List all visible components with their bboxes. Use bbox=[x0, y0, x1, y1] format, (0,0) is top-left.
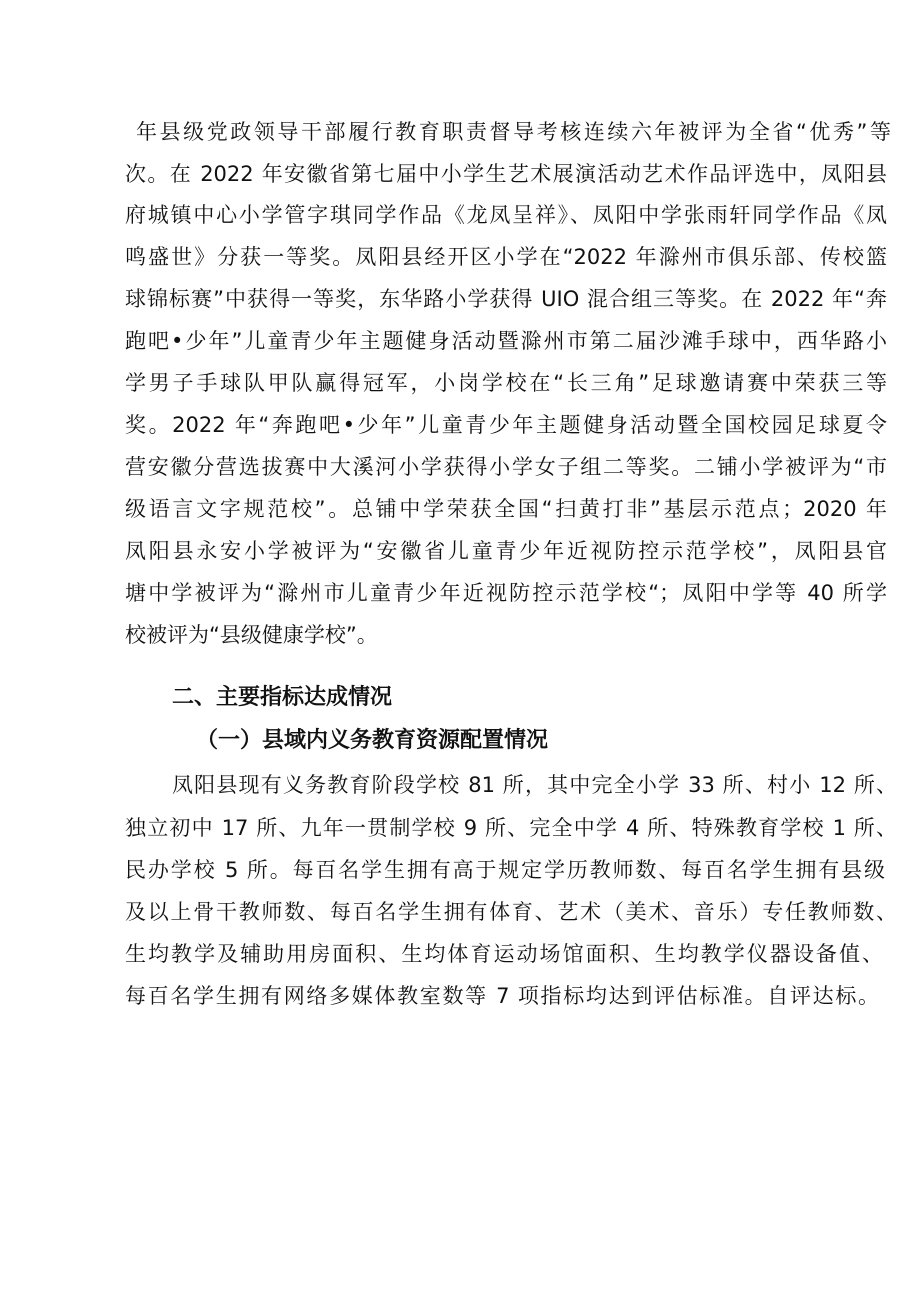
paragraph-line: 凤阳县现有义务教育阶段学校 81 所，其中完全小学 33 所、村小 12 所、 bbox=[172, 773, 897, 797]
paragraph-line: 凤阳县永安小学被评为“安徽省儿童青少年近视防控示范学校”，凤阳县官 bbox=[125, 539, 887, 563]
paragraph-line: 每百名学生拥有网络多媒体教室数等 7 项指标均达到评估标准。自评达标。 bbox=[125, 984, 879, 1008]
paragraph-line: 鸣盛世》分获一等奖。凤阳县经开区小学在“2022 年滁州市俱乐部、传校篮 bbox=[125, 245, 887, 269]
paragraph-line: 奖。2022 年“奔跑吧•少年”儿童青少年主题健身活动暨全国校园足球夏令 bbox=[125, 413, 887, 437]
paragraph-line: 年县级党政领导干部履行教育职责督导考核连续六年被评为全省“优秀”等 bbox=[136, 120, 891, 144]
paragraph-line: 校被评为“县级健康学校”。 bbox=[125, 623, 378, 647]
paragraph-line: 次。在 2022 年安徽省第七届中小学生艺术展演活动艺术作品评选中，凤阳县 bbox=[125, 162, 887, 186]
paragraph-line: 民办学校 5 所。每百名学生拥有高于规定学历教师数、每百名学生拥有县级 bbox=[125, 858, 885, 882]
paragraph-line: 及以上骨干教师数、每百名学生拥有体育、艺术（美术、音乐）专任教师数、 bbox=[125, 900, 897, 924]
subsection-heading: （一）县域内义务教育资源配置情况 bbox=[196, 728, 549, 753]
section-heading: 二、主要指标达成情况 bbox=[172, 685, 393, 710]
paragraph-line: 级语言文字规范校”。总铺中学荣获全国“扫黄打非”基层示范点；2020 年 bbox=[125, 497, 887, 521]
paragraph-line: 营安徽分营选拔赛中大溪河小学获得小学女子组二等奖。二铺小学被评为“市 bbox=[125, 455, 887, 479]
paragraph-line: 塘中学被评为“滁州市儿童青少年近视防控示范学校“；凤阳中学等 40 所学 bbox=[125, 581, 887, 605]
paragraph-line: 跑吧•少年”儿童青少年主题健身活动暨滁州市第二届沙滩手球中，西华路小 bbox=[125, 329, 887, 353]
paragraph-line: 学男子手球队甲队赢得冠军，小岗学校在“长三角”足球邀请赛中荣获三等 bbox=[125, 371, 887, 395]
paragraph-line: 府城镇中心小学管字琪同学作品《龙凤呈祥》、凤阳中学张雨轩同学作品《凤 bbox=[125, 203, 887, 227]
paragraph-line: 独立初中 17 所、九年一贯制学校 9 所、完全中学 4 所、特殊教育学校 1 所、 bbox=[125, 816, 897, 840]
paragraph-line: 生均教学及辅助用房面积、生均体育运动场馆面积、生均教学仪器设备值、 bbox=[125, 942, 883, 966]
paragraph-line: 球锦标赛”中获得一等奖，东华路小学获得 UIO 混合组三等奖。在 2022 年“奔 bbox=[125, 287, 887, 311]
